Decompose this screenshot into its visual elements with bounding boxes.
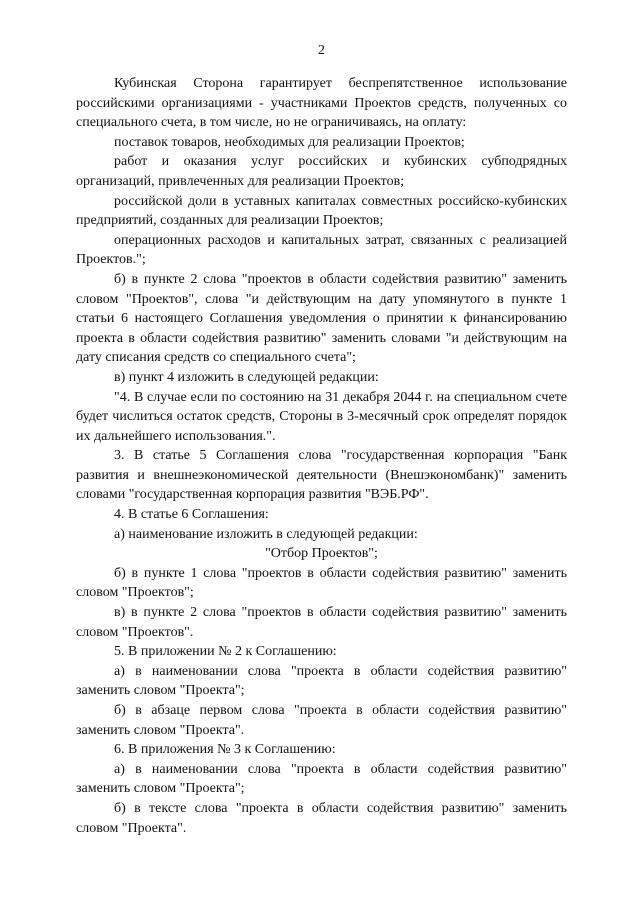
paragraph-operational-costs: операционных расходов и капитальных затрат, связанных с реализацией Проектов."; xyxy=(76,232,567,268)
paragraph-article-6: 4. В статье 6 Соглашения: xyxy=(114,507,269,523)
page-number: 2 xyxy=(318,43,325,58)
paragraph-article-6-v: в) в пункте 2 слова "проектов в области содействия развитию" заменить словом "Проектов". xyxy=(76,605,567,640)
paragraph-article-5: 3. В статье 5 Соглашения слова "государственная корпорация "Банк развития и внешнеэкономической деятельности (Внешэкономбанк)" заменить словами "государственная корпорация развития "ВЭБ.РФ". xyxy=(76,448,567,503)
paragraph-item-v-point-4: в) пункт 4 изложить в следующей редакции: xyxy=(114,369,379,385)
paragraph-point-4-text: "4. В случае если по состоянию на 31 декабря 2044 г. на специальном счете будет числиться остаток средств, Стороны в 3-месячный срок определят порядок их дальнейшего использования.". xyxy=(76,389,567,444)
paragraph-russian-share: российской доли в уставных капиталах совместных российско-кубинских предприятий, созданных для реализации Проектов; xyxy=(76,193,567,229)
paragraph-works-services: работ и оказания услуг российских и кубинских субподрядных организаций, привлеченных для реализации Проектов; xyxy=(76,154,567,189)
paragraph-item-b-point-2: б) в пункте 2 слова "проектов в области содействия развитию" заменить словом "Проектов", слова "и действующим на дату упомянутого в пункте 1 статьи 6 настоящего Соглашения уведомления о принятии к финансированию проекта в области содействия развитию" заменить словами "и действующим на дату списания средств со специального счета"; xyxy=(76,271,567,366)
paragraph-appendix-2-b: б) в абзаце первом слова "проекта в области содействия развитию" заменить словом "Проекта". xyxy=(76,703,567,738)
paragraph-appendix-3-b: б) в тексте слова "проекта в области содействия развитию" заменить словом "Проекта". xyxy=(76,800,567,836)
paragraph-article-6-b: б) в пункте 1 слова "проектов в области содействия развитию" заменить словом "Проектов"; xyxy=(76,565,567,601)
paragraph-guarantee: Кубинская Сторона гарантирует беспрепятственное использование российскими организациями - участниками Проектов средств, полученных со специального счета, в том числе, но не ограничиваясь, на оплату: xyxy=(76,76,567,131)
paragraph-goods-supply: поставок товаров, необходимых для реализации Проектов; xyxy=(114,134,465,150)
paragraph-appendix-3-a: а) в наименовании слова "проекта в области содействия развитию" заменить словом "Проекта"; xyxy=(76,761,567,797)
paragraph-project-selection-title: "Отбор Проектов"; xyxy=(265,546,378,562)
paragraph-appendix-3: 6. В приложения № 3 к Соглашению: xyxy=(114,742,336,758)
paragraph-article-6-a: а) наименование изложить в следующей редакции: xyxy=(114,526,418,542)
paragraph-appendix-2: 5. В приложении № 2 к Соглашению: xyxy=(114,644,337,660)
paragraph-appendix-2-a: а) в наименовании слова "проекта в области содействия развитию" заменить словом "Проекта"; xyxy=(76,663,567,699)
